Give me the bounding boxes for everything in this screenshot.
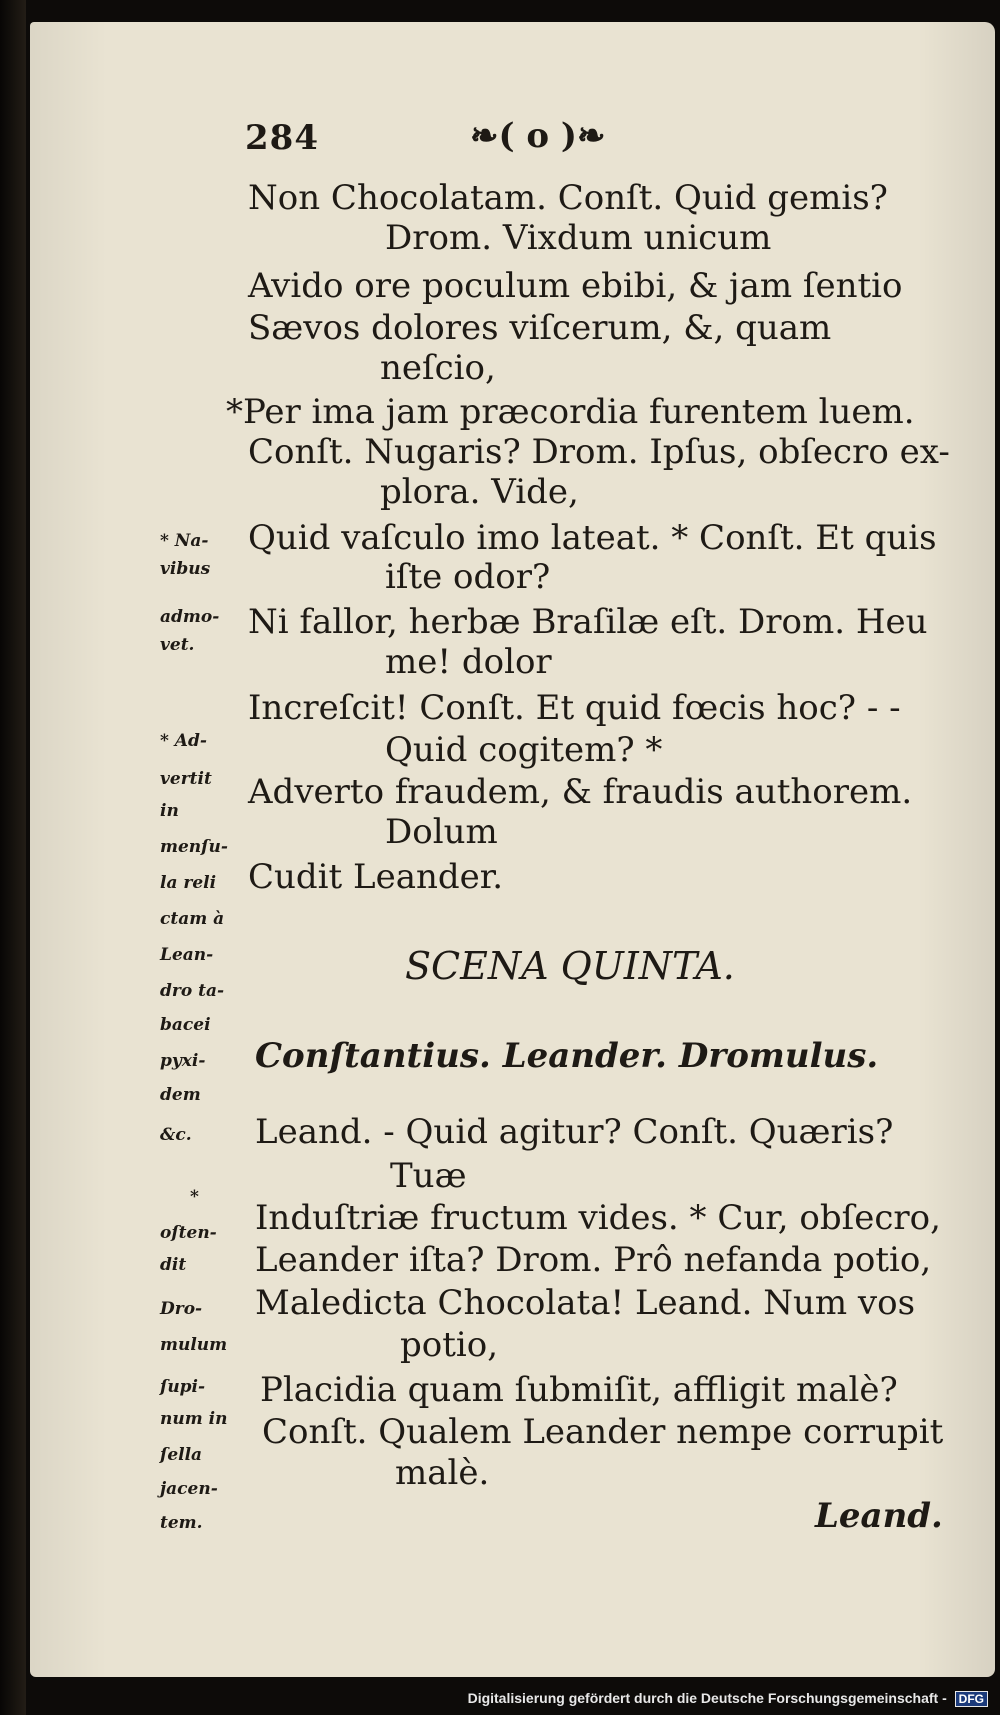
margin-note: num in — [160, 1409, 228, 1429]
text-line: malè. — [395, 1453, 490, 1493]
text-line: Quid vaſculo imo lateat. * Conſt. Et quis — [248, 518, 937, 558]
margin-note: dit — [160, 1255, 187, 1275]
margin-note: ſella — [160, 1445, 203, 1465]
text-line: *Per ima jam præcordia furentem luem. — [226, 392, 915, 432]
margin-note: bacei — [160, 1015, 211, 1035]
margin-note: la reli — [160, 873, 217, 893]
margin-note: ſupi- — [160, 1377, 206, 1397]
text-line: Leander iſta? Drom. Prô nefanda potio, — [255, 1240, 932, 1280]
scene-heading: SCENA QUINTA. — [405, 944, 735, 988]
margin-note: menſu- — [160, 837, 228, 857]
text-line: Placidia quam ſubmiſit, affligit malè? — [260, 1370, 898, 1410]
margin-note: dem — [160, 1085, 201, 1105]
text-line: Leand. - Quid agitur? Conſt. Quæris? — [255, 1112, 894, 1152]
text-line: neſcio, — [380, 348, 496, 388]
page-number: 284 — [245, 118, 319, 158]
text-line: Conſt. Nugaris? Drom. Ipſus, obſecro ex- — [248, 432, 950, 472]
text-line: Tuæ — [390, 1156, 467, 1196]
text-line: Avido ore poculum ebibi, & jam ſentio — [248, 266, 903, 306]
text-line: Cudit Leander. — [248, 857, 504, 897]
margin-note: * — [190, 1187, 199, 1207]
text-line: Conſt. Qualem Leander nempe corrupit — [262, 1412, 944, 1452]
header-ornament: ❧( o )❧ — [470, 116, 606, 156]
margin-note: * Na- — [160, 531, 209, 551]
margin-note: * Ad- — [160, 731, 207, 751]
text-line: potio, — [400, 1325, 499, 1365]
text-line: Ni fallor, herbæ Braſilæ eſt. Drom. Heu — [248, 602, 928, 642]
margin-note: vertit — [160, 769, 212, 789]
text-line: Sævos dolores viſcerum, &, quam — [248, 308, 832, 348]
text-line: Adverto fraudem, & fraudis authorem. — [248, 772, 913, 812]
text-line: Induſtriæ fructum vides. * Cur, obſecro, — [255, 1198, 941, 1238]
text-line: me! dolor — [385, 642, 552, 682]
text-line: Dolum — [385, 812, 498, 852]
margin-note: Dro- — [160, 1299, 203, 1319]
margin-note: vibus — [160, 559, 211, 579]
margin-note: ctam à — [160, 909, 225, 929]
credit-text: Digitalisierung gefördert durch die Deutsche Forschungsgemeinschaft - — [467, 1690, 947, 1706]
margin-note: in — [160, 801, 179, 821]
text-line: Non Chocolatam. Conſt. Quid gemis? — [248, 178, 888, 218]
dfg-logo: DFG — [955, 1691, 988, 1707]
text-line: Drom. Vixdum unicum — [385, 218, 772, 258]
text-line: Increſcit! Conſt. Et quid fœcis hoc? - - — [248, 688, 901, 728]
margin-note: Lean- — [160, 945, 214, 965]
margin-note: vet. — [160, 635, 195, 655]
cast-line: Conſtantius. Leander. Dromulus. — [255, 1036, 879, 1076]
book-spine — [0, 0, 26, 1715]
text-line: Quid cogitem? * — [385, 730, 663, 770]
digitization-credit — [468, 1690, 988, 1707]
margin-note: pyxi- — [160, 1051, 206, 1071]
margin-note: jacen- — [160, 1479, 218, 1499]
text-line: iſte odor? — [385, 557, 551, 597]
margin-note: tem. — [160, 1513, 203, 1533]
catchword: Leand. — [815, 1496, 943, 1536]
text-line: Maledicta Chocolata! Leand. Num vos — [255, 1283, 916, 1323]
margin-note: dro ta- — [160, 981, 225, 1001]
margin-note: mulum — [160, 1335, 228, 1355]
margin-note: oſten- — [160, 1223, 217, 1243]
margin-note: &c. — [160, 1125, 192, 1145]
text-line: plora. Vide, — [380, 472, 579, 512]
margin-note: admo- — [160, 607, 220, 627]
